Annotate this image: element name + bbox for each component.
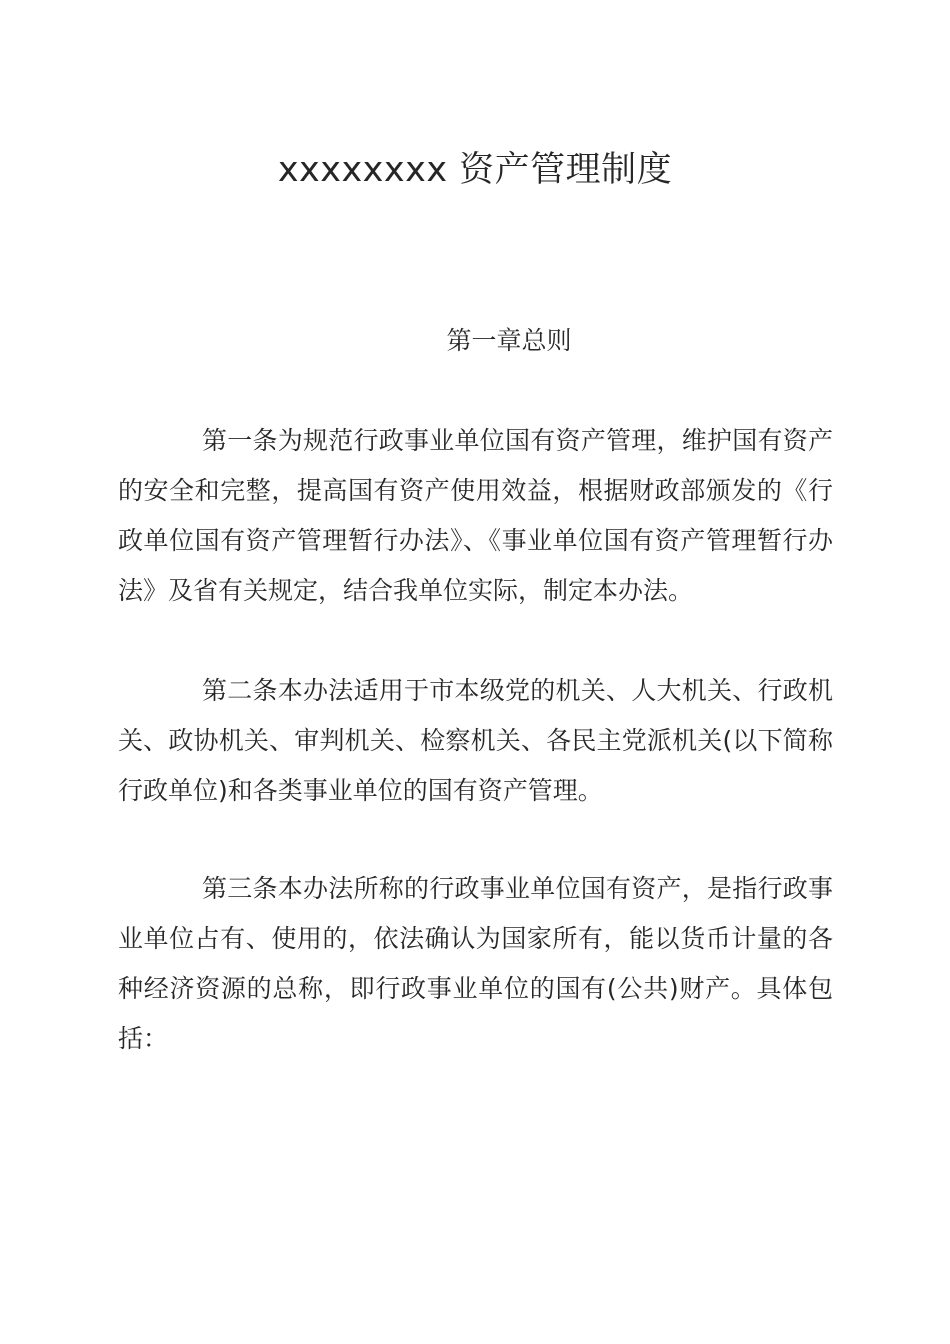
article-1-paragraph: 第一条为规范行政事业单位国有资产管理，维护国有资产的安全和完整，提高国有资产使用效益，根据财政部颁发的《行政单位国有资产管理暂行办法》、《事业单位国有资产管理暂行办法》及省有关规定，结合我单位实际，制定本办法。: [118, 426, 833, 605]
article-3-paragraph: 第三条本办法所称的行政事业单位国有资产，是指行政事业单位占有、使用的，依法确认为国家所有，能以货币计量的各种经济资源的总称，即行政事业单位的国有(公共)财产。具体包括：: [118, 874, 833, 1053]
article-2-paragraph: 第二条本办法适用于市本级党的机关、人大机关、行政机关、政协机关、审判机关、检察机关、各民主党派机关(以下简称行政单位)和各类事业单位的国有资产管理。: [118, 676, 833, 805]
chapter-heading: 第一章总则: [446, 326, 572, 355]
document-title: xxxxxxxx 资产管理制度: [277, 150, 673, 190]
